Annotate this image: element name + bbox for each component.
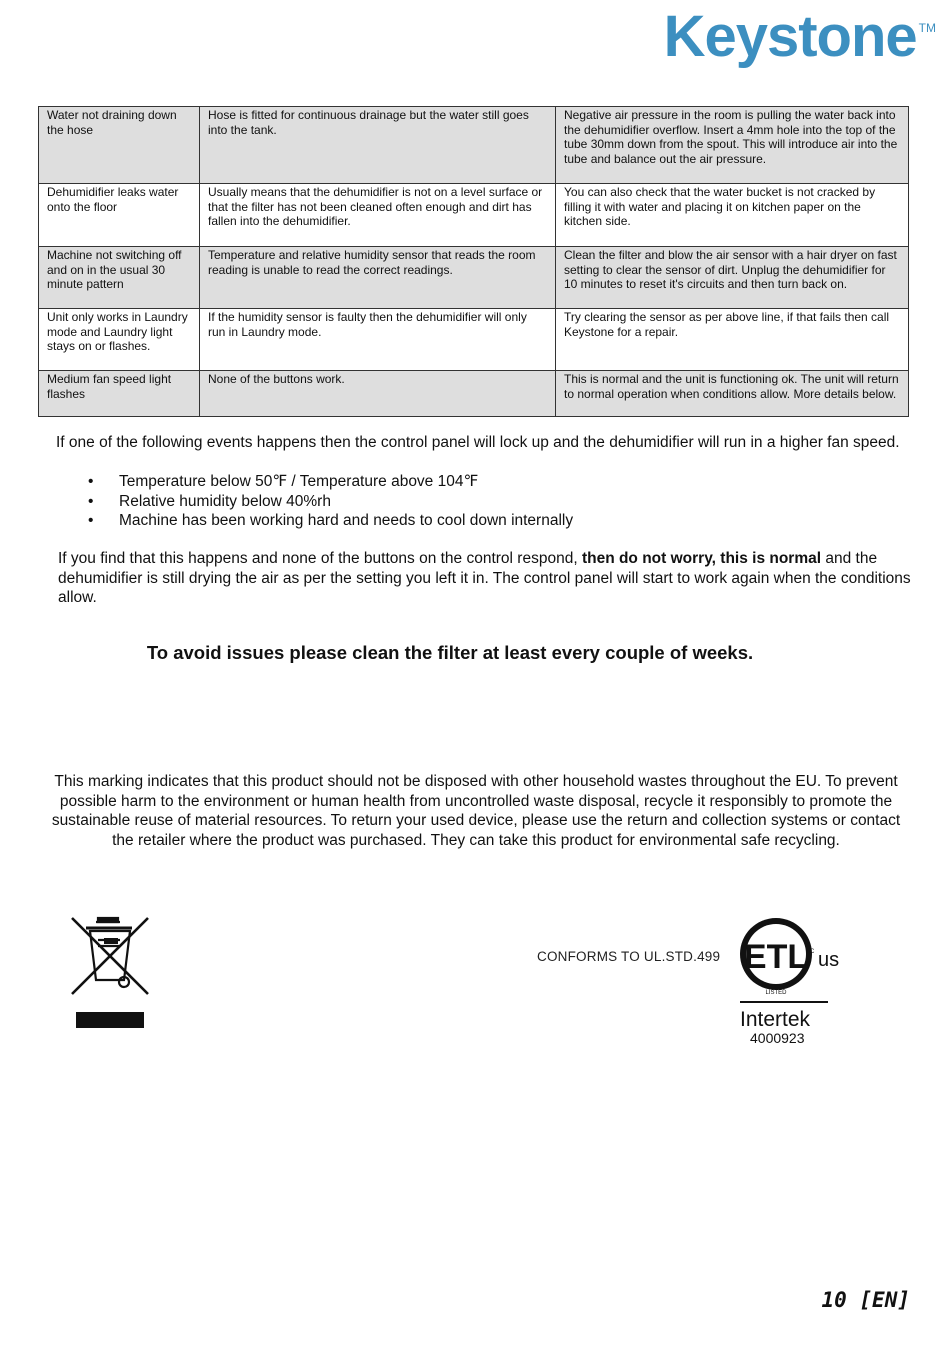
solution-cell: Try clearing the sensor as per above line, if that fails then call Keystone for a repair. — [556, 309, 909, 371]
page-number: 10 [EN] — [821, 1288, 910, 1312]
table-row — [39, 309, 909, 371]
cause-cell: None of the buttons work. — [200, 371, 556, 417]
etl-listed-text: LISTED — [765, 990, 787, 996]
problem-cell: Dehumidifier leaks water onto the floor — [39, 184, 200, 247]
solution-cell: Negative air pressure in the room is pulling the water back into the dehumidifier overflow. Insert a 4mm hole into the top of the tube 30mm down from the spout. This will introduce air into the tube and balance out the air pressure. — [556, 107, 909, 184]
cause-cell: If the humidity sensor is faulty then the dehumidifier will only run in Laundry mode. — [200, 309, 556, 371]
conformity-statement: CONFORMS TO UL.STD.499 — [537, 949, 721, 964]
table-row — [39, 247, 909, 309]
normal-note — [58, 549, 918, 608]
troubleshooting-table — [38, 106, 909, 417]
problem-cell: Water not draining down the hose — [39, 107, 200, 184]
solution-cell: You can also check that the water bucket is not cracked by filling it with water and placing it on kitchen paper on the kitchen side. — [556, 184, 909, 247]
list-item: • Relative humidity below 40%rh — [88, 492, 573, 512]
etl-us-label: us — [818, 949, 840, 971]
problem-cell: Machine not switching off and on in the usual 30 minute pattern — [39, 247, 200, 309]
brand-name: Keystone — [663, 4, 917, 69]
keystone-logo — [663, 4, 936, 69]
etl-listed-mark-icon — [738, 910, 858, 1050]
trademark-symbol: TM — [918, 21, 936, 35]
solution-cell: Clean the filter and blow the air sensor with a hair dryer on fast setting to clear the sensor of dirt. Unplug the dehumidifier for 10 minutes to reset it's circuits and then turn back on. — [556, 247, 909, 309]
solution-cell: This is normal and the unit is functioning ok. The unit will return to normal operation when conditions allow. More details below. — [556, 371, 909, 417]
list-item: • Machine has been working hard and needs to cool down internally — [88, 511, 573, 531]
etl-c-label: C — [810, 949, 815, 955]
certificate-number: 4000923 — [750, 1030, 805, 1046]
normal-note-emphasis: then do not worry, this is normal — [581, 550, 822, 567]
list-item: • Temperature below 50℉ / Temperature above 104℉ — [88, 472, 573, 492]
normal-note-text-end: and the dehumidifier is still drying the air as per the setting you left it in. The control panel will start to work again when the conditions allow. — [58, 550, 911, 606]
table-row — [39, 184, 909, 247]
lockup-events-list — [88, 472, 573, 531]
filter-advice: To avoid issues please clean the filter at least every couple of weeks. — [146, 642, 754, 663]
cause-cell: Usually means that the dehumidifier is not on a level surface or that the filter has not been cleaned often enough and dirt has fallen into the dehumidifier. — [200, 184, 556, 247]
table-row — [39, 107, 909, 184]
problem-cell: Medium fan speed light flashes — [39, 371, 200, 417]
cause-cell: Hose is fitted for continuous drainage but the water still goes into the tank. — [200, 107, 556, 184]
normal-note-text: If you find that this happens and none of the buttons on the control respond, — [58, 550, 582, 567]
etl-mark-text: ETL — [743, 938, 809, 976]
cause-cell: Temperature and relative humidity sensor that reads the room reading is unable to read the correct readings. — [200, 247, 556, 309]
problem-cell: Unit only works in Laundry mode and Laundry light stays on or flashes. — [39, 309, 200, 371]
lockup-intro: If one of the following events happens then the control panel will lock up and the dehumidifier will run in a higher fan speed. — [56, 434, 900, 451]
table-row — [39, 371, 909, 417]
certifier-name: Intertek — [740, 1008, 811, 1031]
crossed-out-wheelie-bin-icon — [68, 914, 152, 1032]
eu-disposal-notice: This marking indicates that this product should not be disposed with other household wastes throughout the EU. To prevent possible harm to the environment or human health from uncontrolled waste disposal, recycle it responsibly to promote the sustainable reuse of material resources. To return your used device, please use the return and collection systems or contact the retailer where the product was purchased. They can take this product for environmental safe recycling. — [51, 773, 901, 849]
